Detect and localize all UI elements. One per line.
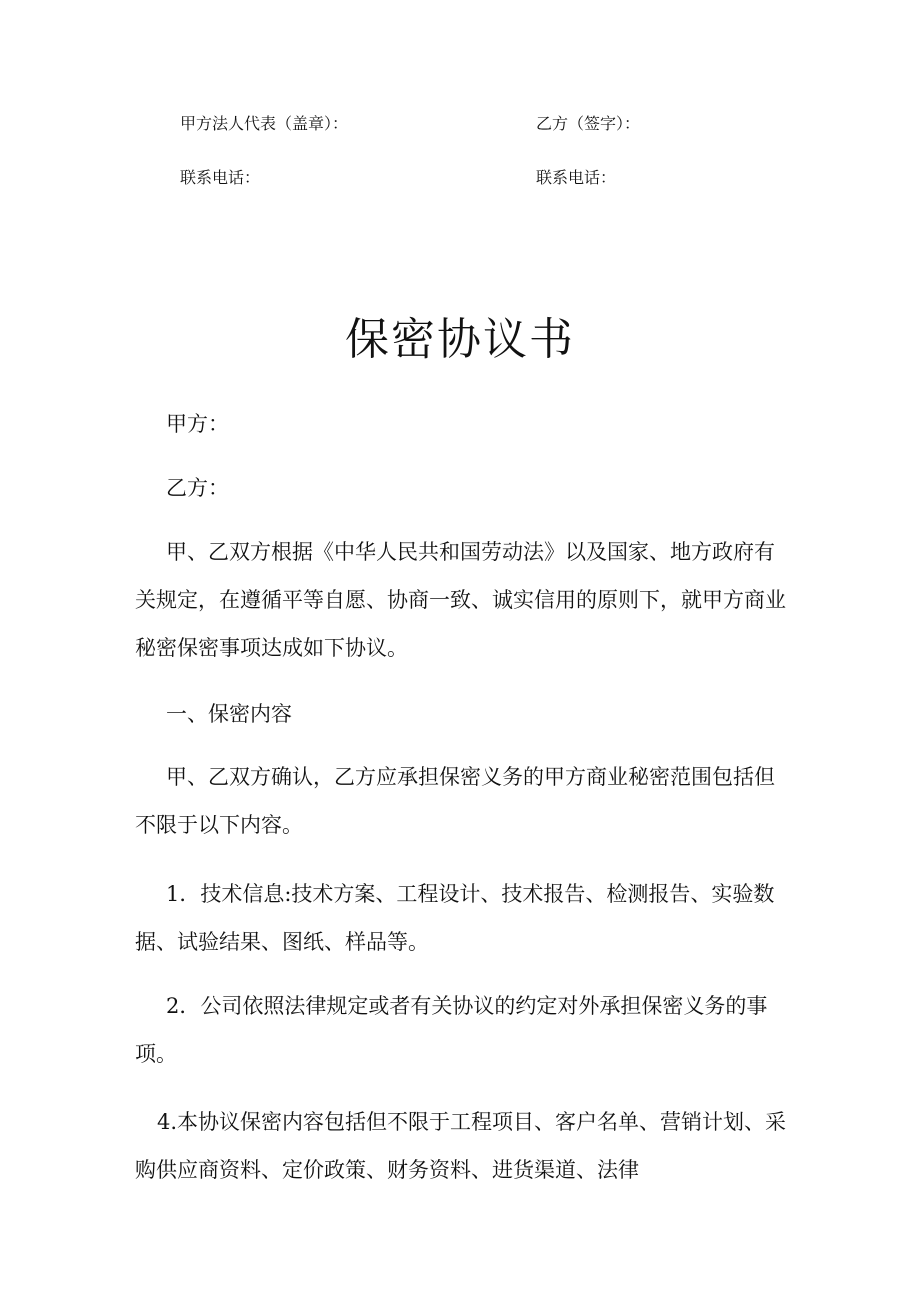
- party-a-representative-label: 甲方法人代表（盖章）：: [180, 114, 349, 133]
- party-b-line: 乙方：: [166, 476, 229, 500]
- party-b-signature-label: 乙方（签字）：: [536, 114, 641, 133]
- section1-intro-paragraph: 甲、乙双方确认，乙方应承担保密义务的甲方商业秘密范围包括但不限于以下内容。: [135, 765, 775, 837]
- party-a-line: 甲方：: [166, 412, 229, 436]
- document-title: 保密协议书: [345, 314, 575, 365]
- item4-paragraph: 4.本协议保密内容包括但不限于工程项目、客户名单、营销计划、采购供应商资料、定价政策、财务资料、进货渠道、法律: [135, 1110, 787, 1182]
- section1-heading: 一、保密内容: [166, 702, 292, 726]
- intro-paragraph: 甲、乙双方根据《中华人民共和国劳动法》以及国家、地方政府有关规定，在遵循平等自愿、协商一致、诚实信用的原则下，就甲方商业秘密保密事项达成如下协议。: [135, 540, 786, 660]
- item2-paragraph: 2．公司依照法律规定或者有关协议的约定对外承担保密义务的事项。: [135, 994, 768, 1066]
- party-a-phone-label: 联系电话：: [180, 168, 261, 187]
- party-b-phone-label: 联系电话：: [536, 168, 617, 187]
- item1-paragraph: 1．技术信息:技术方案、工程设计、技术报告、检测报告、实验数据、试验结果、图纸、样品等。: [135, 882, 775, 954]
